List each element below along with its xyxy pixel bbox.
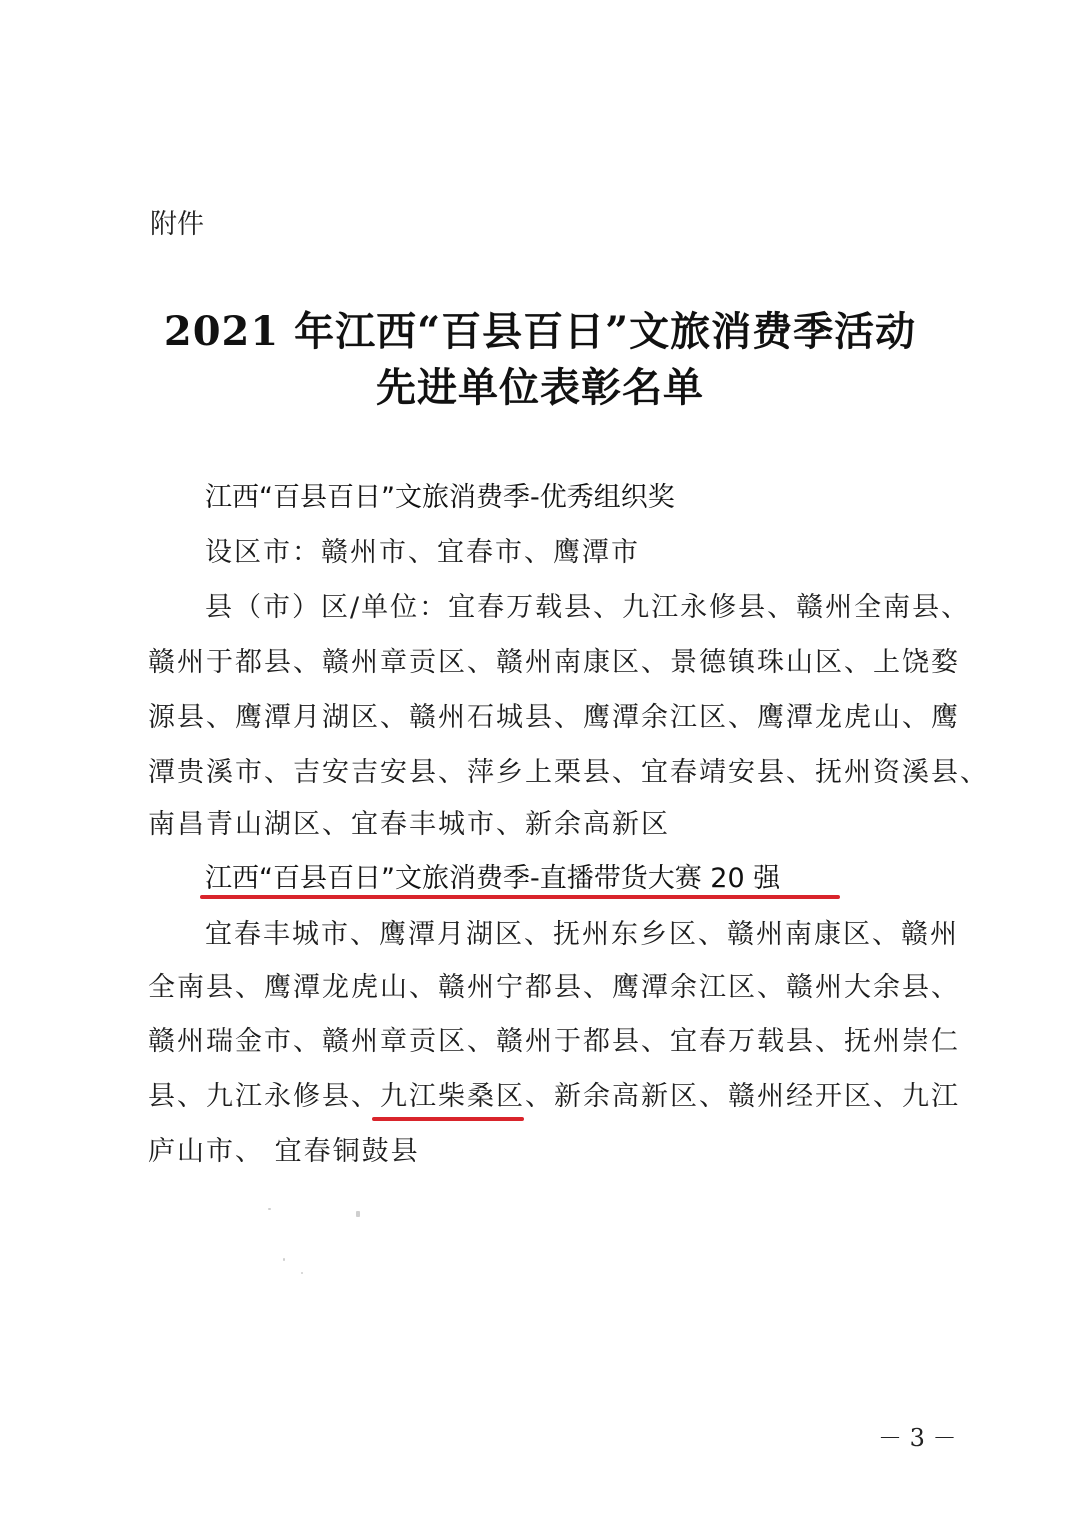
section-heading-excellent-organization: 江西“百县百日”文旅消费季-优秀组织奖 <box>205 482 675 513</box>
scan-speck <box>268 1208 271 1210</box>
county-winners-line: 源县、鹰潭月湖区、赣州石城县、鹰潭余江区、鹰潭龙虎山、鹰 <box>148 702 960 733</box>
county-winners-line: 潭贵溪市、吉安吉安县、萍乡上栗县、宜春靖安县、抚州资溪县、 <box>148 757 989 788</box>
top20-list-line: 全南县、鹰潭龙虎山、赣州宁都县、鹰潭余江区、赣州大余县、 <box>148 972 960 1003</box>
document-title-line-2: 先进单位表彰名单 <box>376 364 704 411</box>
top20-list-line: 庐山市、 宜春铜鼓县 <box>148 1136 420 1167</box>
scan-speck <box>283 1258 285 1261</box>
top20-list-line: 县、九江永修县、九江柴桑区、新余高新区、赣州经开区、九江 <box>148 1081 960 1112</box>
section-heading-livestream-top20: 江西“百县百日”文旅消费季-直播带货大赛 20 强 <box>205 863 781 894</box>
county-winners-line: 县（市）区/单位：宜春万载县、九江永修县、赣州全南县、 <box>205 592 971 623</box>
scan-speck <box>356 1211 360 1217</box>
red-highlight-underline-chaisang <box>372 1117 524 1121</box>
page-number: － 3 － <box>878 1424 957 1452</box>
city-winners-line: 设区市：赣州市、宜春市、鹰潭市 <box>205 537 640 568</box>
attachment-label: 附件 <box>150 209 204 240</box>
scan-speck <box>301 1272 303 1274</box>
top20-list-line: 宜春丰城市、鹰潭月湖区、抚州东乡区、赣州南康区、赣州 <box>205 919 959 950</box>
county-winners-line: 南昌青山湖区、宜春丰城市、新余高新区 <box>148 809 670 840</box>
red-highlight-underline-heading <box>200 895 840 899</box>
top20-list-line: 赣州瑞金市、赣州章贡区、赣州于都县、宜春万载县、抚州崇仁 <box>148 1026 960 1057</box>
document-title-line-1: 2021 年江西“百县百日”文旅消费季活动 <box>163 308 917 355</box>
county-winners-line: 赣州于都县、赣州章贡区、赣州南康区、景德镇珠山区、上饶婺 <box>148 647 960 678</box>
